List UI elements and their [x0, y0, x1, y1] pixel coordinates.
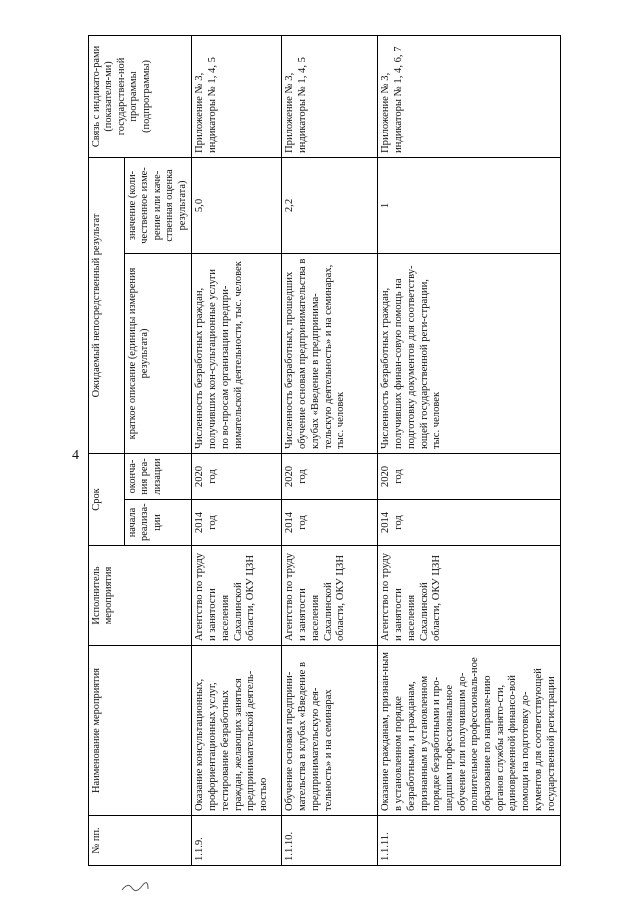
header-executor: Исполнитель мероприятия: [89, 546, 192, 646]
row-start: 2014 год: [378, 500, 561, 546]
row-executor: Агентство по труду и занятости населения Сахалинской области, ОКУ ЦЗН: [378, 546, 561, 646]
row-value: 2,2: [282, 157, 378, 253]
row-name: Оказание гражданам, признан-ным в установленном порядке безработными, и гражданам, признанным в установленном порядке безработными и про-шедшим профессиональное обучение или получившим до-полнительное профессиональ-ное образование по направле-нию органов службы занято-сти, единовременной финансо-вой помощи на подготовку до-кументов для соответствующей государственной регистрации: [378, 646, 561, 816]
table-row: [192, 35, 282, 865]
page-number: 4: [72, 448, 79, 463]
row-start: 2014 год: [282, 500, 378, 546]
header-expected: Ожидаемый непосредственный результат: [89, 157, 125, 453]
row-name: Оказание консультационных, профориентационных услуг, тестирование безработных граждан, желающих заняться предпринимательской деятель-ностью: [192, 646, 282, 816]
row-end: 2020 год: [192, 454, 282, 500]
header-link: Связь с индикато-рами (показателя-ми) государствен-ной программы (подпрограммы): [89, 35, 192, 157]
header-term: Срок: [89, 454, 125, 546]
header-exp-desc: краткое описание (единицы измерения результата): [125, 254, 192, 454]
row-executor: Агентство по труду и занятости населения Сахалинской области, ОКУ ЦЗН: [192, 546, 282, 646]
header-exp-value: значение (коли-чественное изме-рение или каче-ственная оценка результата): [125, 157, 192, 253]
row-start: 2014 год: [192, 500, 282, 546]
row-link: Приложение № 3, индикаторы № 1, 4, 5: [192, 35, 282, 157]
table-row: [282, 35, 378, 865]
row-desc: Численность безработных граждан, получивших кон-сультационные услуги по во-просам организации предпри-нимательской деятельности, тыс. человек: [192, 254, 282, 454]
measures-table: [88, 35, 561, 866]
row-link: Приложение № 3, индикаторы № 1, 4, 5: [282, 35, 378, 157]
header-name: Наименование мероприятия: [89, 646, 192, 816]
row-link: Приложение № 3, индикаторы № 1, 4, 6, 7: [378, 35, 561, 157]
row-num: 1.1.9.: [192, 816, 282, 866]
header-term-start: начала реализа-ции: [125, 500, 192, 546]
rotated-table-area: [88, 36, 624, 866]
row-desc: Численность безработных, прошедших обучение основам предпринимательства в клубах «Введение в предпринима-тельскую деятельность» и на семинарах, тыс. человек: [282, 254, 378, 454]
row-value: 5,0: [192, 157, 282, 253]
row-num: 1.1.10.: [282, 816, 378, 866]
row-end: 2020 год: [378, 454, 561, 500]
header-row-1: [89, 35, 125, 865]
header-num: № пп.: [89, 816, 192, 866]
table-row: [378, 35, 561, 865]
header-term-end: оконча-ния реа-лизации: [125, 454, 192, 500]
row-executor: Агентство по труду и занятости населения Сахалинской области, ОКУ ЦЗН: [282, 546, 378, 646]
row-value: 1: [378, 157, 561, 253]
handwritten-mark: [120, 880, 150, 894]
row-name: Обучение основам предприни-мательства в клубах «Введение в предпринимательскую дея-тельность» и на семинарах: [282, 646, 378, 816]
row-desc: Численность безработных граждан, получивших финан-совую помощь на подготовку документов для соответству-ющей государственной реги-страции, тыс. человек: [378, 254, 561, 454]
row-end: 2020 год: [282, 454, 378, 500]
row-num: 1.1.11.: [378, 816, 561, 866]
